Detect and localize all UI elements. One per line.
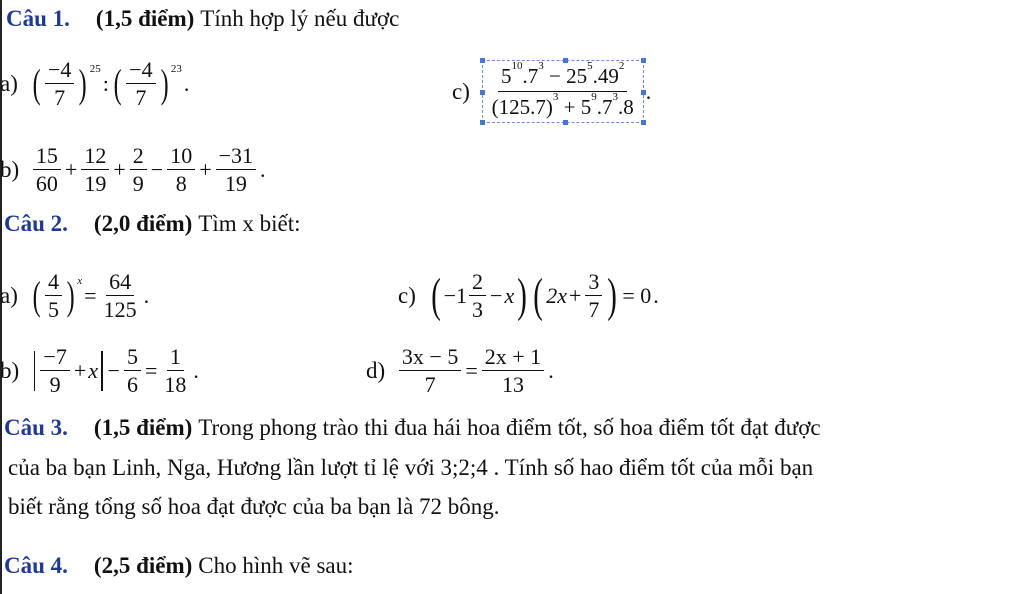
- question-3-points: (1,5 điểm): [93, 415, 193, 440]
- question-3-line-3: biết rằng tổng số hoa đạt được của ba bạn là 72 bông.: [8, 494, 500, 519]
- q1b-expression: $\frac{15}{60}$ + $\frac{12}{19}$ + $\frac{2}{9}$ − $\frac{10}{8}$ + $\frac{-31}{19}$ .: [31, 144, 268, 195]
- q1a-label: a): [0, 71, 18, 97]
- equation-object-selection[interactable]: $\frac{5^{10}.7^3 - 25^5.49^2}{(125.7)^3 + 5^9.7^3.8}$: [482, 60, 644, 123]
- q1c-expression[interactable]: $\frac{5^{10}.7^3 - 25^5.49^2}{(125.7)^3 + 5^9.7^3.8}$ .: [482, 60, 654, 123]
- question-1-label: Câu 1.: [6, 6, 70, 31]
- question-3-label: Câu 3.: [4, 415, 68, 440]
- q2-part-a: [0, 270, 151, 321]
- q2-part-d: [366, 345, 556, 396]
- question-3-line-1: Trong phong trào thi đua hái hoa điểm tốt, số hoa điểm tốt đạt được: [198, 415, 821, 440]
- q2d-label: d): [366, 358, 386, 384]
- q2-part-b: [0, 345, 201, 396]
- question-2-heading: [4, 212, 301, 235]
- q2b-label: b): [0, 358, 20, 384]
- question-4-text: Cho hình vẽ sau:: [198, 553, 354, 578]
- resize-handle-right[interactable]: [641, 90, 646, 95]
- question-3-heading: [4, 416, 821, 439]
- resize-handle-bottom[interactable]: [563, 120, 568, 125]
- q1a-fraction-1: $\frac{-4}{7}$: [45, 58, 74, 109]
- question-2-points: (2,0 điểm): [93, 211, 193, 236]
- q1-part-c: [452, 60, 653, 123]
- q2a-label: a): [0, 283, 18, 309]
- q2c-label: c): [398, 283, 416, 309]
- question-2-label: Câu 2.: [4, 211, 68, 236]
- q1-part-b: [0, 144, 268, 195]
- q2d-expression: $\frac{3x - 5}{7}$ = $\frac{2x + 1}{13}$ .: [397, 345, 556, 396]
- question-2-text: Tìm x biết:: [198, 211, 301, 236]
- question-1-heading: [6, 7, 399, 30]
- question-1-points: (1,5 điểm): [95, 6, 195, 31]
- question-4-heading: [4, 554, 354, 577]
- resize-handle-top-left[interactable]: [480, 58, 485, 63]
- q2c-expression: ( −1 $\frac{2}{3}$ − x ) ( 2x + $\frac{3}{7}$ ) = 0 .: [430, 268, 659, 323]
- q2b-expression: $\frac{-7}{9}$ + x − $\frac{5}{6}$ = $\frac{1}{18}$ .: [31, 345, 201, 396]
- q2a-expression: ( $\frac{4}{5}$ ) $^x$ = $\frac{64}{125}$ .: [32, 269, 150, 323]
- resize-handle-bottom-left[interactable]: [480, 120, 485, 125]
- resize-handle-left[interactable]: [480, 90, 485, 95]
- question-3-line-2: của ba bạn Linh, Nga, Hương lần lượt tỉ lệ với 3;2;4 . Tính số hao điểm tốt của mỗi bạn: [8, 455, 814, 480]
- resize-handle-top-right[interactable]: [641, 58, 646, 63]
- resize-handle-top[interactable]: [563, 58, 568, 63]
- q1c-label: c): [452, 79, 470, 105]
- resize-handle-bottom-right[interactable]: [641, 120, 646, 125]
- question-4-points: (2,5 điểm): [93, 553, 193, 578]
- q1a-expression: ( $\frac{-4}{7}$ ) $^{25}$ : ( $\frac{-4}{7}$ ) $^{23}$ .: [32, 57, 190, 111]
- q1-part-a: [0, 58, 191, 109]
- question-4-label: Câu 4.: [4, 553, 68, 578]
- q1b-label: b): [0, 157, 20, 183]
- q1a-fraction-2: $\frac{-4}{7}$: [126, 58, 155, 109]
- question-1-text: Tính hợp lý nếu được: [200, 6, 400, 31]
- q2-part-c: [398, 270, 659, 321]
